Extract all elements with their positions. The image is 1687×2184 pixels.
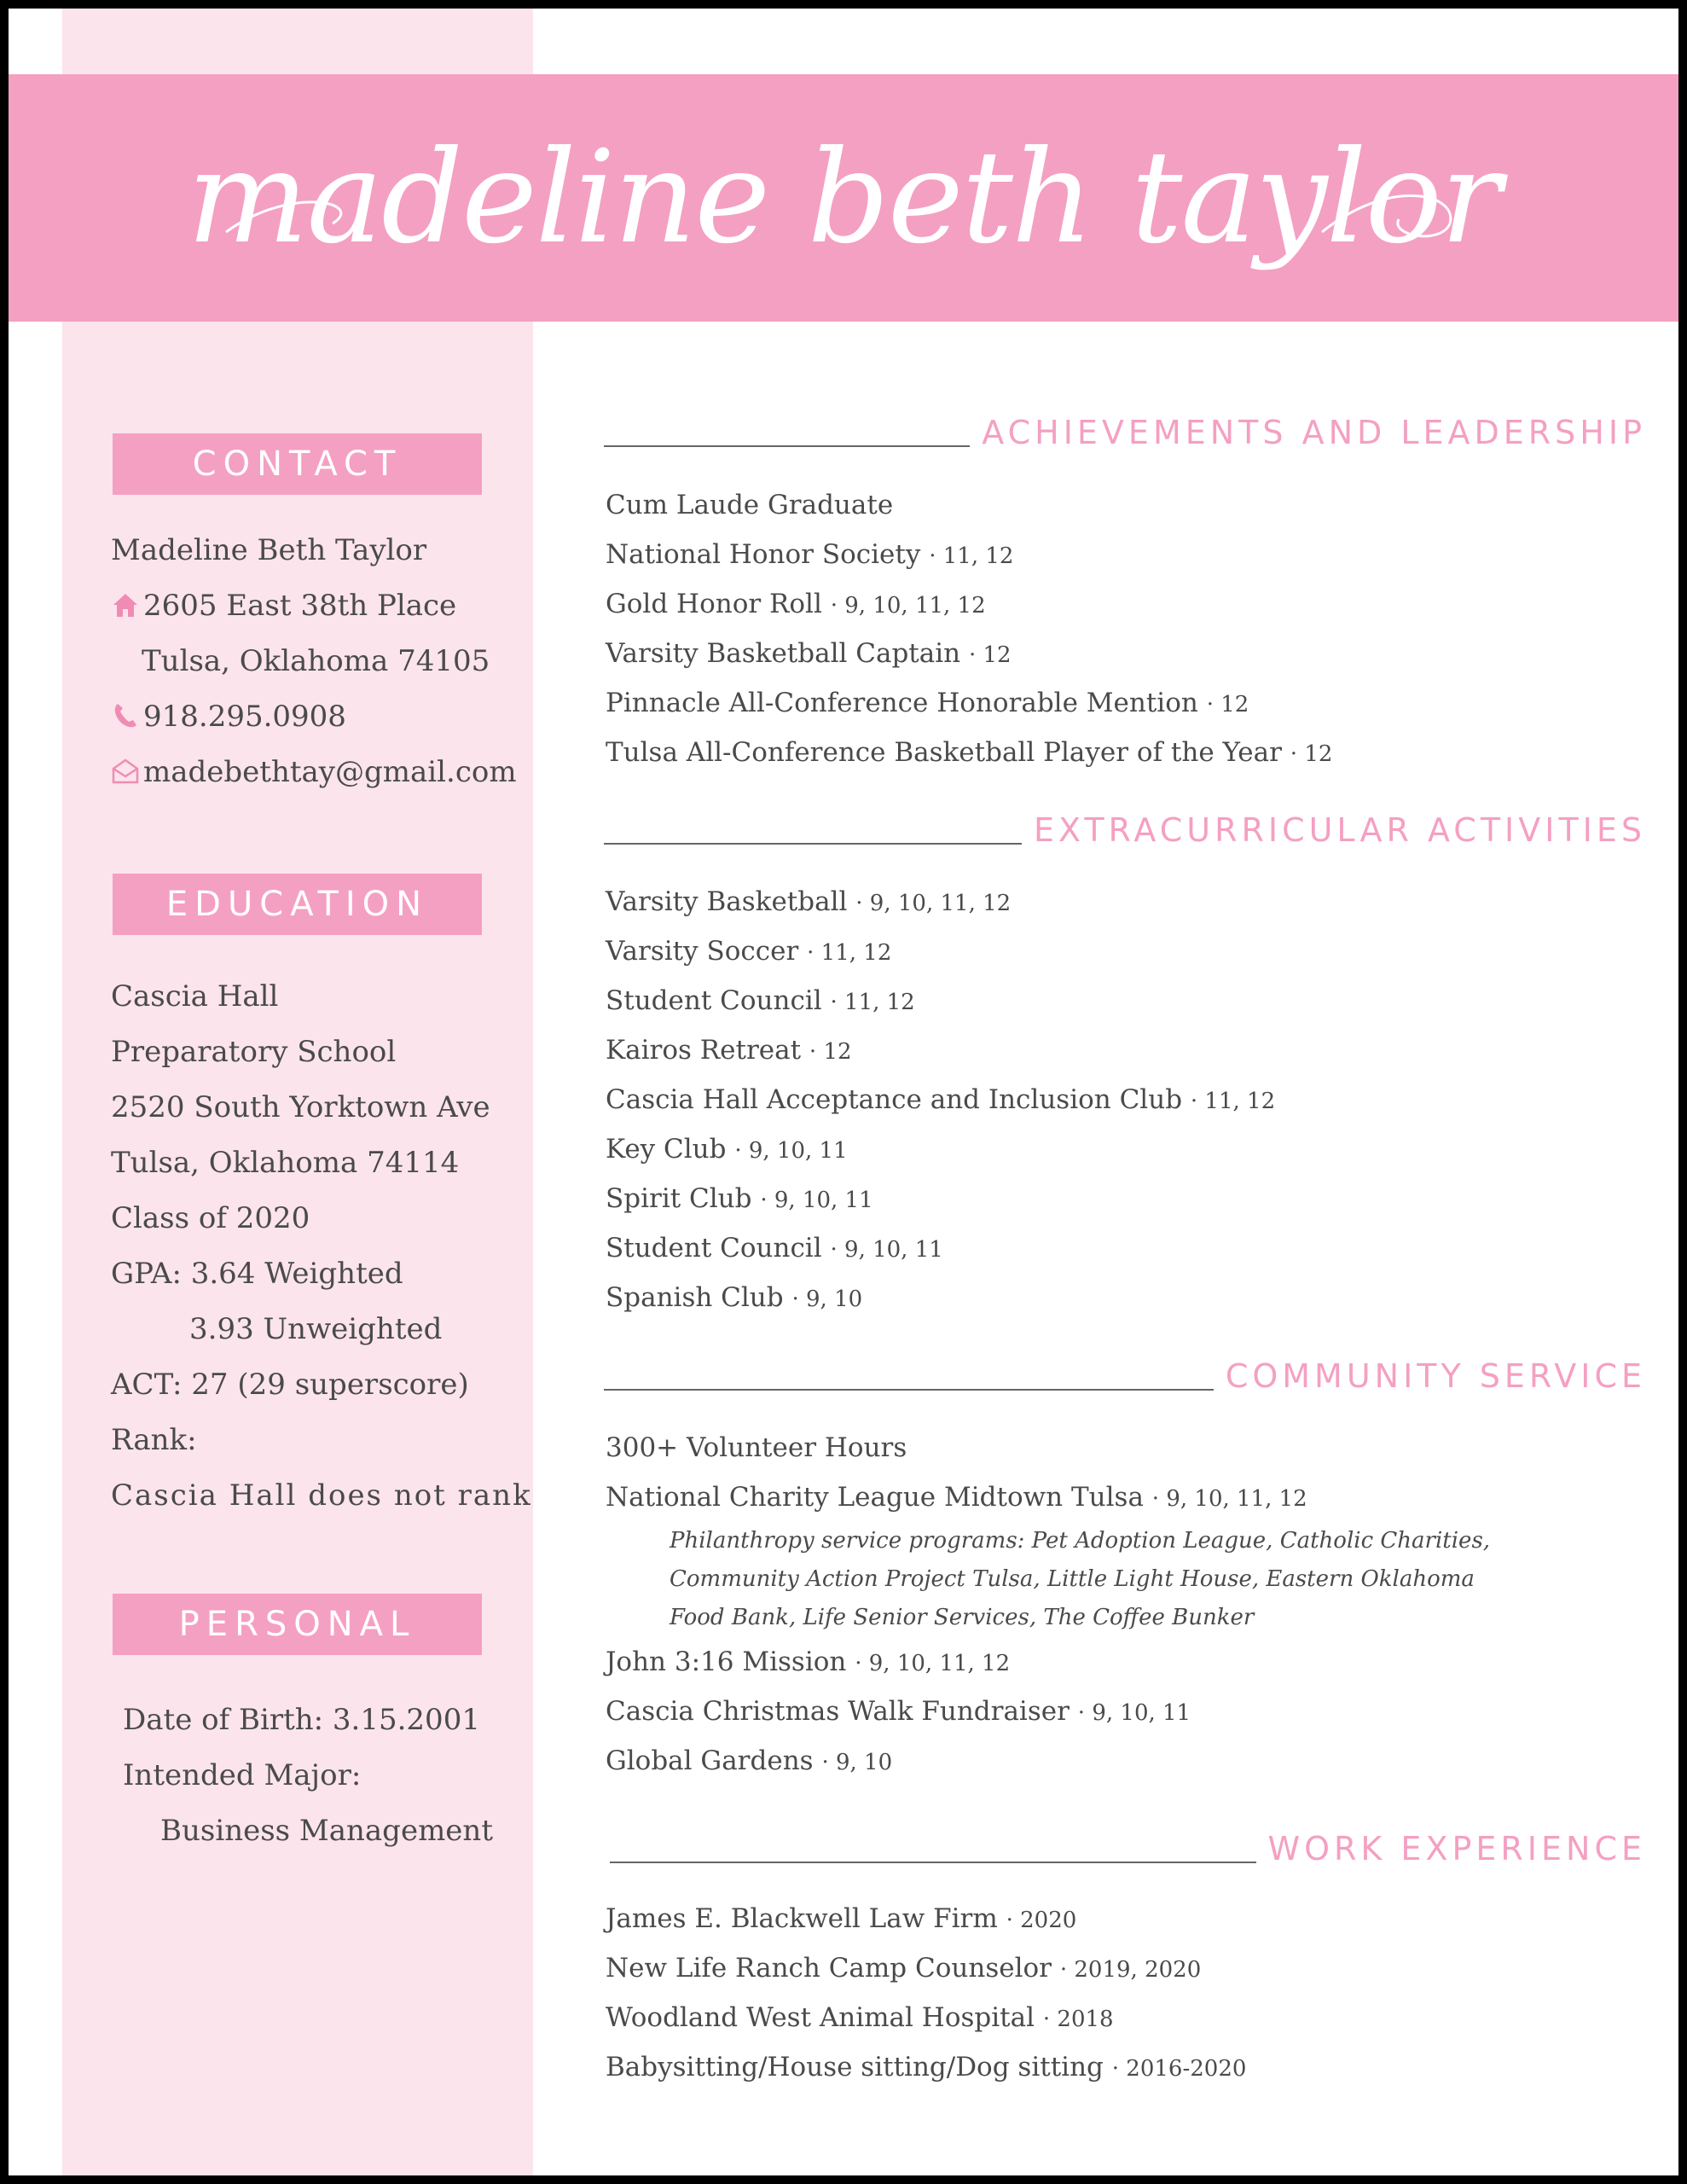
education-line: Cascia Hall — [111, 979, 279, 1014]
resume-page — [9, 9, 1678, 2175]
list-item: Varsity Soccer · 11, 12 — [606, 936, 892, 967]
extracurricular-header — [604, 809, 1646, 851]
list-item: New Life Ranch Camp Counselor · 2019, 2020 — [606, 1953, 1202, 1984]
contact-email: madebethtay@gmail.com — [143, 755, 517, 789]
list-item: Student Council · 11, 12 — [606, 985, 915, 1016]
email-icon — [111, 757, 140, 786]
list-item: Cascia Christmas Walk Fundraiser · 9, 10, 11 — [606, 1696, 1191, 1727]
contact-name: Madeline Beth Taylor — [111, 533, 427, 567]
work-list — [606, 1894, 1246, 2092]
phone-icon — [111, 701, 140, 730]
education-line: Preparatory School — [111, 1035, 397, 1069]
list-item: National Charity League Midtown Tulsa · 9, 10, 11, 12 — [606, 1482, 1307, 1513]
list-item: Student Council · 9, 10, 11 — [606, 1233, 943, 1263]
personal-heading: PERSONAL — [113, 1594, 482, 1655]
education-block — [111, 969, 532, 1524]
section-rule — [610, 1862, 1256, 1863]
section-rule — [604, 1389, 1214, 1391]
list-item: National Honor Society · 11, 12 — [606, 539, 1014, 570]
community-list — [606, 1423, 1522, 1786]
contact-address-line1: 2605 East 38th Place — [143, 589, 457, 623]
community-header — [604, 1355, 1646, 1397]
education-line: Rank: — [111, 1423, 197, 1457]
education-line: Cascia Hall does not rank — [111, 1478, 532, 1513]
community-heading: COMMUNITY SERVICE — [1225, 1357, 1646, 1395]
list-item: Tulsa All-Conference Basketball Player of the Year · 12 — [606, 737, 1333, 768]
extracurricular-list — [606, 877, 1275, 1322]
list-item: Varsity Basketball · 9, 10, 11, 12 — [606, 886, 1012, 917]
list-item: John 3:16 Mission · 9, 10, 11, 12 — [606, 1647, 1011, 1677]
name-title: madeline beth taylor — [187, 124, 1500, 272]
work-heading: WORK EXPERIENCE — [1267, 1830, 1646, 1867]
contact-phone-row — [111, 689, 517, 745]
contact-email-row — [111, 745, 517, 800]
education-line: Class of 2020 — [111, 1201, 310, 1235]
list-item: Gold Honor Roll · 9, 10, 11, 12 — [606, 589, 986, 619]
list-item: Babysitting/House sitting/Dog sitting · 2016-2020 — [606, 2052, 1247, 2082]
work-header — [610, 1827, 1646, 1870]
personal-major-label: Intended Major: — [123, 1758, 362, 1792]
list-item: James E. Blackwell Law Firm · 2020 — [606, 1903, 1077, 1934]
list-item: 300+ Volunteer Hours — [606, 1432, 907, 1463]
personal-dob: Date of Birth: 3.15.2001 — [123, 1703, 480, 1737]
list-item: Woodland West Animal Hospital · 2018 — [606, 2002, 1114, 2033]
contact-block — [111, 523, 517, 800]
list-item: Cascia Hall Acceptance and Inclusion Club · 11, 12 — [606, 1084, 1276, 1115]
education-line: Tulsa, Oklahoma 74114 — [111, 1146, 460, 1180]
achievements-header — [604, 411, 1646, 454]
home-icon — [111, 590, 140, 619]
list-item: Varsity Basketball Captain · 12 — [606, 638, 1012, 669]
personal-block — [123, 1693, 493, 1859]
list-item: Spanish Club · 9, 10 — [606, 1282, 863, 1313]
contact-address-line2: Tulsa, Oklahoma 74105 — [142, 644, 490, 678]
education-line: GPA: 3.64 Weighted — [111, 1257, 403, 1291]
list-item: Key Club · 9, 10, 11 — [606, 1134, 848, 1165]
contact-phone: 918.295.0908 — [143, 700, 346, 734]
achievements-list — [606, 480, 1332, 777]
section-rule — [604, 843, 1022, 845]
extracurricular-heading: EXTRACURRICULAR ACTIVITIES — [1033, 811, 1646, 849]
list-item: Global Gardens · 9, 10 — [606, 1745, 893, 1776]
contact-address-row — [111, 578, 517, 634]
education-heading: EDUCATION — [113, 874, 482, 935]
contact-heading: CONTACT — [113, 433, 482, 495]
achievements-heading: ACHIEVEMENTS AND LEADERSHIP — [982, 414, 1646, 451]
list-item: Spirit Club · 9, 10, 11 — [606, 1183, 873, 1214]
list-item: Kairos Retreat · 12 — [606, 1035, 852, 1066]
ncl-note: Philanthropy service programs: Pet Adoption League, Catholic Charities, Community Action Project Tulsa, Little Light House, Eastern Oklahoma Food Bank, Life Senior Services, The Coffee Bunker — [670, 1528, 1491, 1630]
list-item: Cum Laude Graduate — [606, 490, 894, 520]
education-line: 2520 South Yorktown Ave — [111, 1090, 490, 1124]
education-line: 3.93 Unweighted — [189, 1312, 443, 1346]
list-item: Pinnacle All-Conference Honorable Mention · 12 — [606, 688, 1249, 718]
education-line: ACT: 27 (29 superscore) — [111, 1368, 469, 1402]
personal-major-value: Business Management — [160, 1814, 493, 1848]
section-rule — [604, 445, 970, 447]
